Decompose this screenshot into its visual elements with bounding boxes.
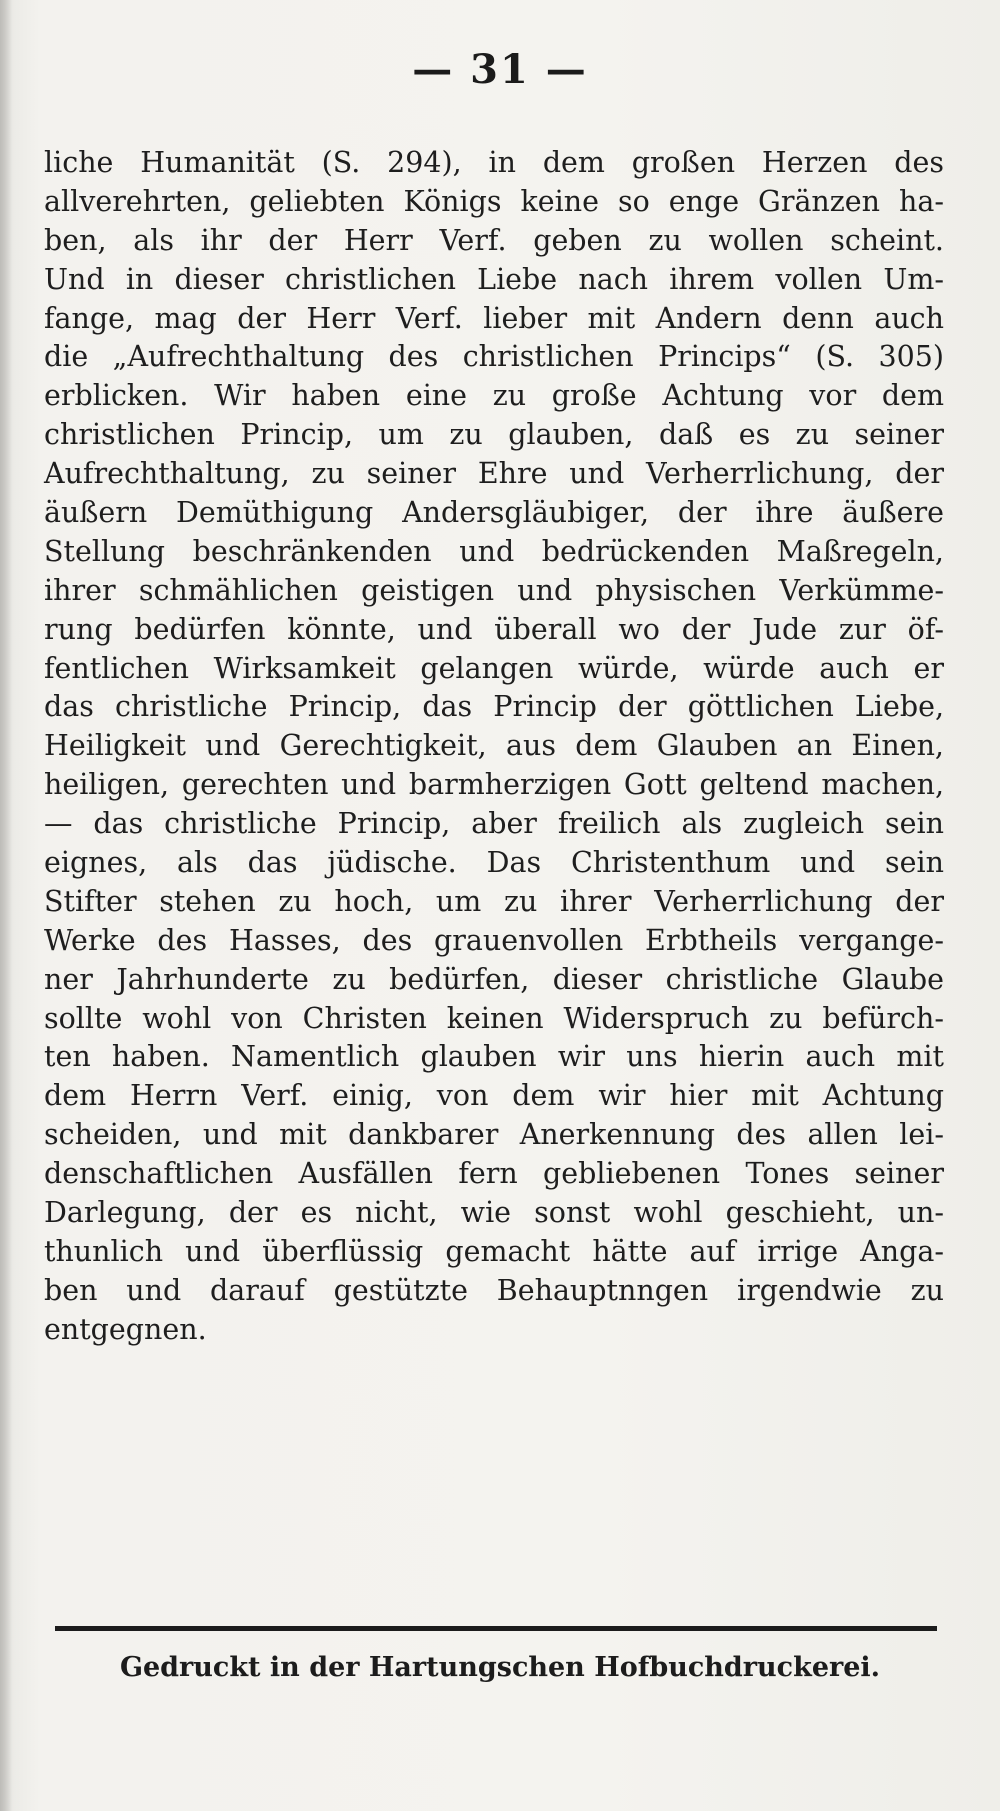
- text-line: liche Humanität (S. 294), in dem großen Herzen des: [44, 146, 944, 179]
- text-line: Heiligkeit und Gerechtigkeit, aus dem Glauben an Einen,: [44, 729, 944, 763]
- text-line: — das christliche Princip, aber freilich als zugleich sein: [44, 807, 944, 841]
- text-line: ten haben. Namentlich glauben wir uns hierin auch mit: [44, 1040, 944, 1074]
- text-line: das christliche Princip, das Princip der göttlichen Liebe,: [44, 690, 944, 724]
- text-line: die „Aufrechthaltung des christlichen Princips“ (S. 305): [44, 340, 944, 374]
- text-line: rung bedürfen könnte, und überall wo der Jude zur öf-: [44, 612, 944, 646]
- printer-imprint: Gedruckt in der Hartungschen Hofbuchdruckerei.: [119, 1652, 881, 1683]
- divider-rule: [55, 1626, 937, 1631]
- text-line: ben und darauf gestützte Behauptnngen irgendwie zu: [44, 1273, 944, 1307]
- text-line-last: entgegnen.: [44, 1312, 207, 1346]
- text-line: Aufrechthaltung, zu seiner Ehre und Verherrlichung, der: [44, 457, 944, 491]
- text-line: Stifter stehen zu hoch, um zu ihrer Verherrlichung der: [44, 884, 944, 918]
- text-line: ihrer schmählichen geistigen und physischen Verkümme-: [44, 573, 944, 607]
- text-line: heiligen, gerechten und barmherzigen Gott geltend machen,: [44, 768, 944, 802]
- text-line: fentlichen Wirksamkeit gelangen würde, würde auch er: [44, 651, 944, 685]
- text-line: thunlich und überflüssig gemacht hätte auf irrige Anga-: [44, 1234, 944, 1268]
- text-line: denschaftlichen Ausfällen fern gebliebenen Tones seiner: [44, 1157, 944, 1191]
- text-line: eignes, als das jüdische. Das Christenthum und sein: [44, 846, 944, 880]
- text-line: scheiden, und mit dankbarer Anerkennung des allen lei-: [44, 1118, 944, 1152]
- text-line: fange, mag der Herr Verf. lieber mit Andern denn auch: [44, 301, 944, 335]
- text-line: christlichen Princip, um zu glauben, daß es zu seiner: [44, 418, 944, 452]
- body-text: [44, 144, 944, 1350]
- text-line: Werke des Hasses, des grauenvollen Erbtheils vergange-: [44, 923, 944, 957]
- text-line: allverehrten, geliebten Königs keine so enge Gränzen ha-: [44, 184, 944, 218]
- page-number: — 31 —: [412, 46, 588, 93]
- text-line: erblicken. Wir haben eine zu große Achtung vor dem: [44, 379, 944, 413]
- page-edge-shadow: [0, 0, 12, 1811]
- text-line: sollte wohl von Christen keinen Widerspruch zu befürch-: [44, 1001, 944, 1035]
- text-line: ben, als ihr der Herr Verf. geben zu wollen scheint.: [44, 223, 944, 257]
- text-line: Stellung beschränkenden und bedrückenden Maßregeln,: [44, 534, 944, 568]
- text-line: ner Jahrhunderte zu bedürfen, dieser christliche Glaube: [44, 962, 944, 996]
- text-line: Darlegung, der es nicht, wie sonst wohl geschieht, un-: [44, 1196, 944, 1230]
- text-line: dem Herrn Verf. einig, von dem wir hier mit Achtung: [44, 1079, 944, 1113]
- text-line: Und in dieser christlichen Liebe nach ihrem vollen Um-: [44, 262, 944, 296]
- text-line: äußern Demüthigung Andersgläubiger, der ihre äußere: [44, 496, 944, 530]
